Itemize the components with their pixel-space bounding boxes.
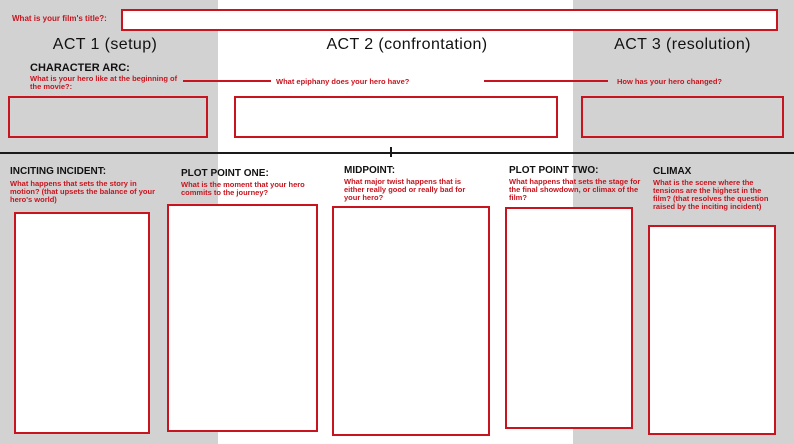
act2-heading: ACT 2 (confrontation) bbox=[326, 36, 488, 53]
plot-point-two-title: PLOT POINT TWO: bbox=[509, 165, 599, 176]
timeline-divider bbox=[0, 152, 794, 154]
character-arc-heading: CHARACTER ARC: bbox=[30, 62, 130, 74]
inciting-incident-title: INCITING INCIDENT: bbox=[10, 166, 107, 177]
film-title-input[interactable] bbox=[121, 9, 778, 31]
midpoint-box[interactable] bbox=[332, 206, 490, 436]
arc-beginning-box[interactable] bbox=[8, 96, 208, 138]
act3-heading: ACT 3 (resolution) bbox=[614, 36, 751, 53]
plot-point-one-title: PLOT POINT ONE: bbox=[181, 168, 269, 179]
plot-point-one-box[interactable] bbox=[167, 204, 318, 432]
plot-point-two-question: What happens that sets the stage for the final showdown, or climax of the film? bbox=[509, 177, 641, 202]
midpoint-question: What major twist happens that is either really good or really bad for your hero? bbox=[344, 177, 466, 202]
act1-heading: ACT 1 (setup) bbox=[52, 36, 158, 53]
plot-point-two-box[interactable] bbox=[505, 207, 633, 429]
arc-changed-box[interactable] bbox=[581, 96, 784, 138]
arc-connector-line bbox=[183, 80, 271, 82]
inciting-incident-box[interactable] bbox=[14, 212, 150, 434]
film-title-label: What is your film's title?: bbox=[12, 14, 107, 23]
climax-question: What is the scene where the tensions are the highest in the film? (that resolves the question raised by the inciting incident) bbox=[653, 178, 769, 211]
climax-box[interactable] bbox=[648, 225, 776, 435]
arc-question-beginning: What is your hero like at the beginning of the movie?: bbox=[30, 74, 178, 91]
arc-epiphany-box[interactable] bbox=[234, 96, 558, 138]
arc-connector-line bbox=[484, 80, 608, 82]
inciting-incident-question: What happens that sets the story in motion? (that upsets the balance of your hero's world) bbox=[10, 179, 156, 204]
arc-question-changed: How has your hero changed? bbox=[617, 77, 723, 86]
timeline-midpoint-tick bbox=[390, 147, 392, 157]
midpoint-title: MIDPOINT: bbox=[344, 165, 396, 176]
plot-point-one-question: What is the moment that your hero commits to the journey? bbox=[181, 180, 305, 197]
arc-question-epiphany: What epiphany does your hero have? bbox=[276, 77, 410, 86]
climax-title: CLIMAX bbox=[653, 166, 692, 177]
